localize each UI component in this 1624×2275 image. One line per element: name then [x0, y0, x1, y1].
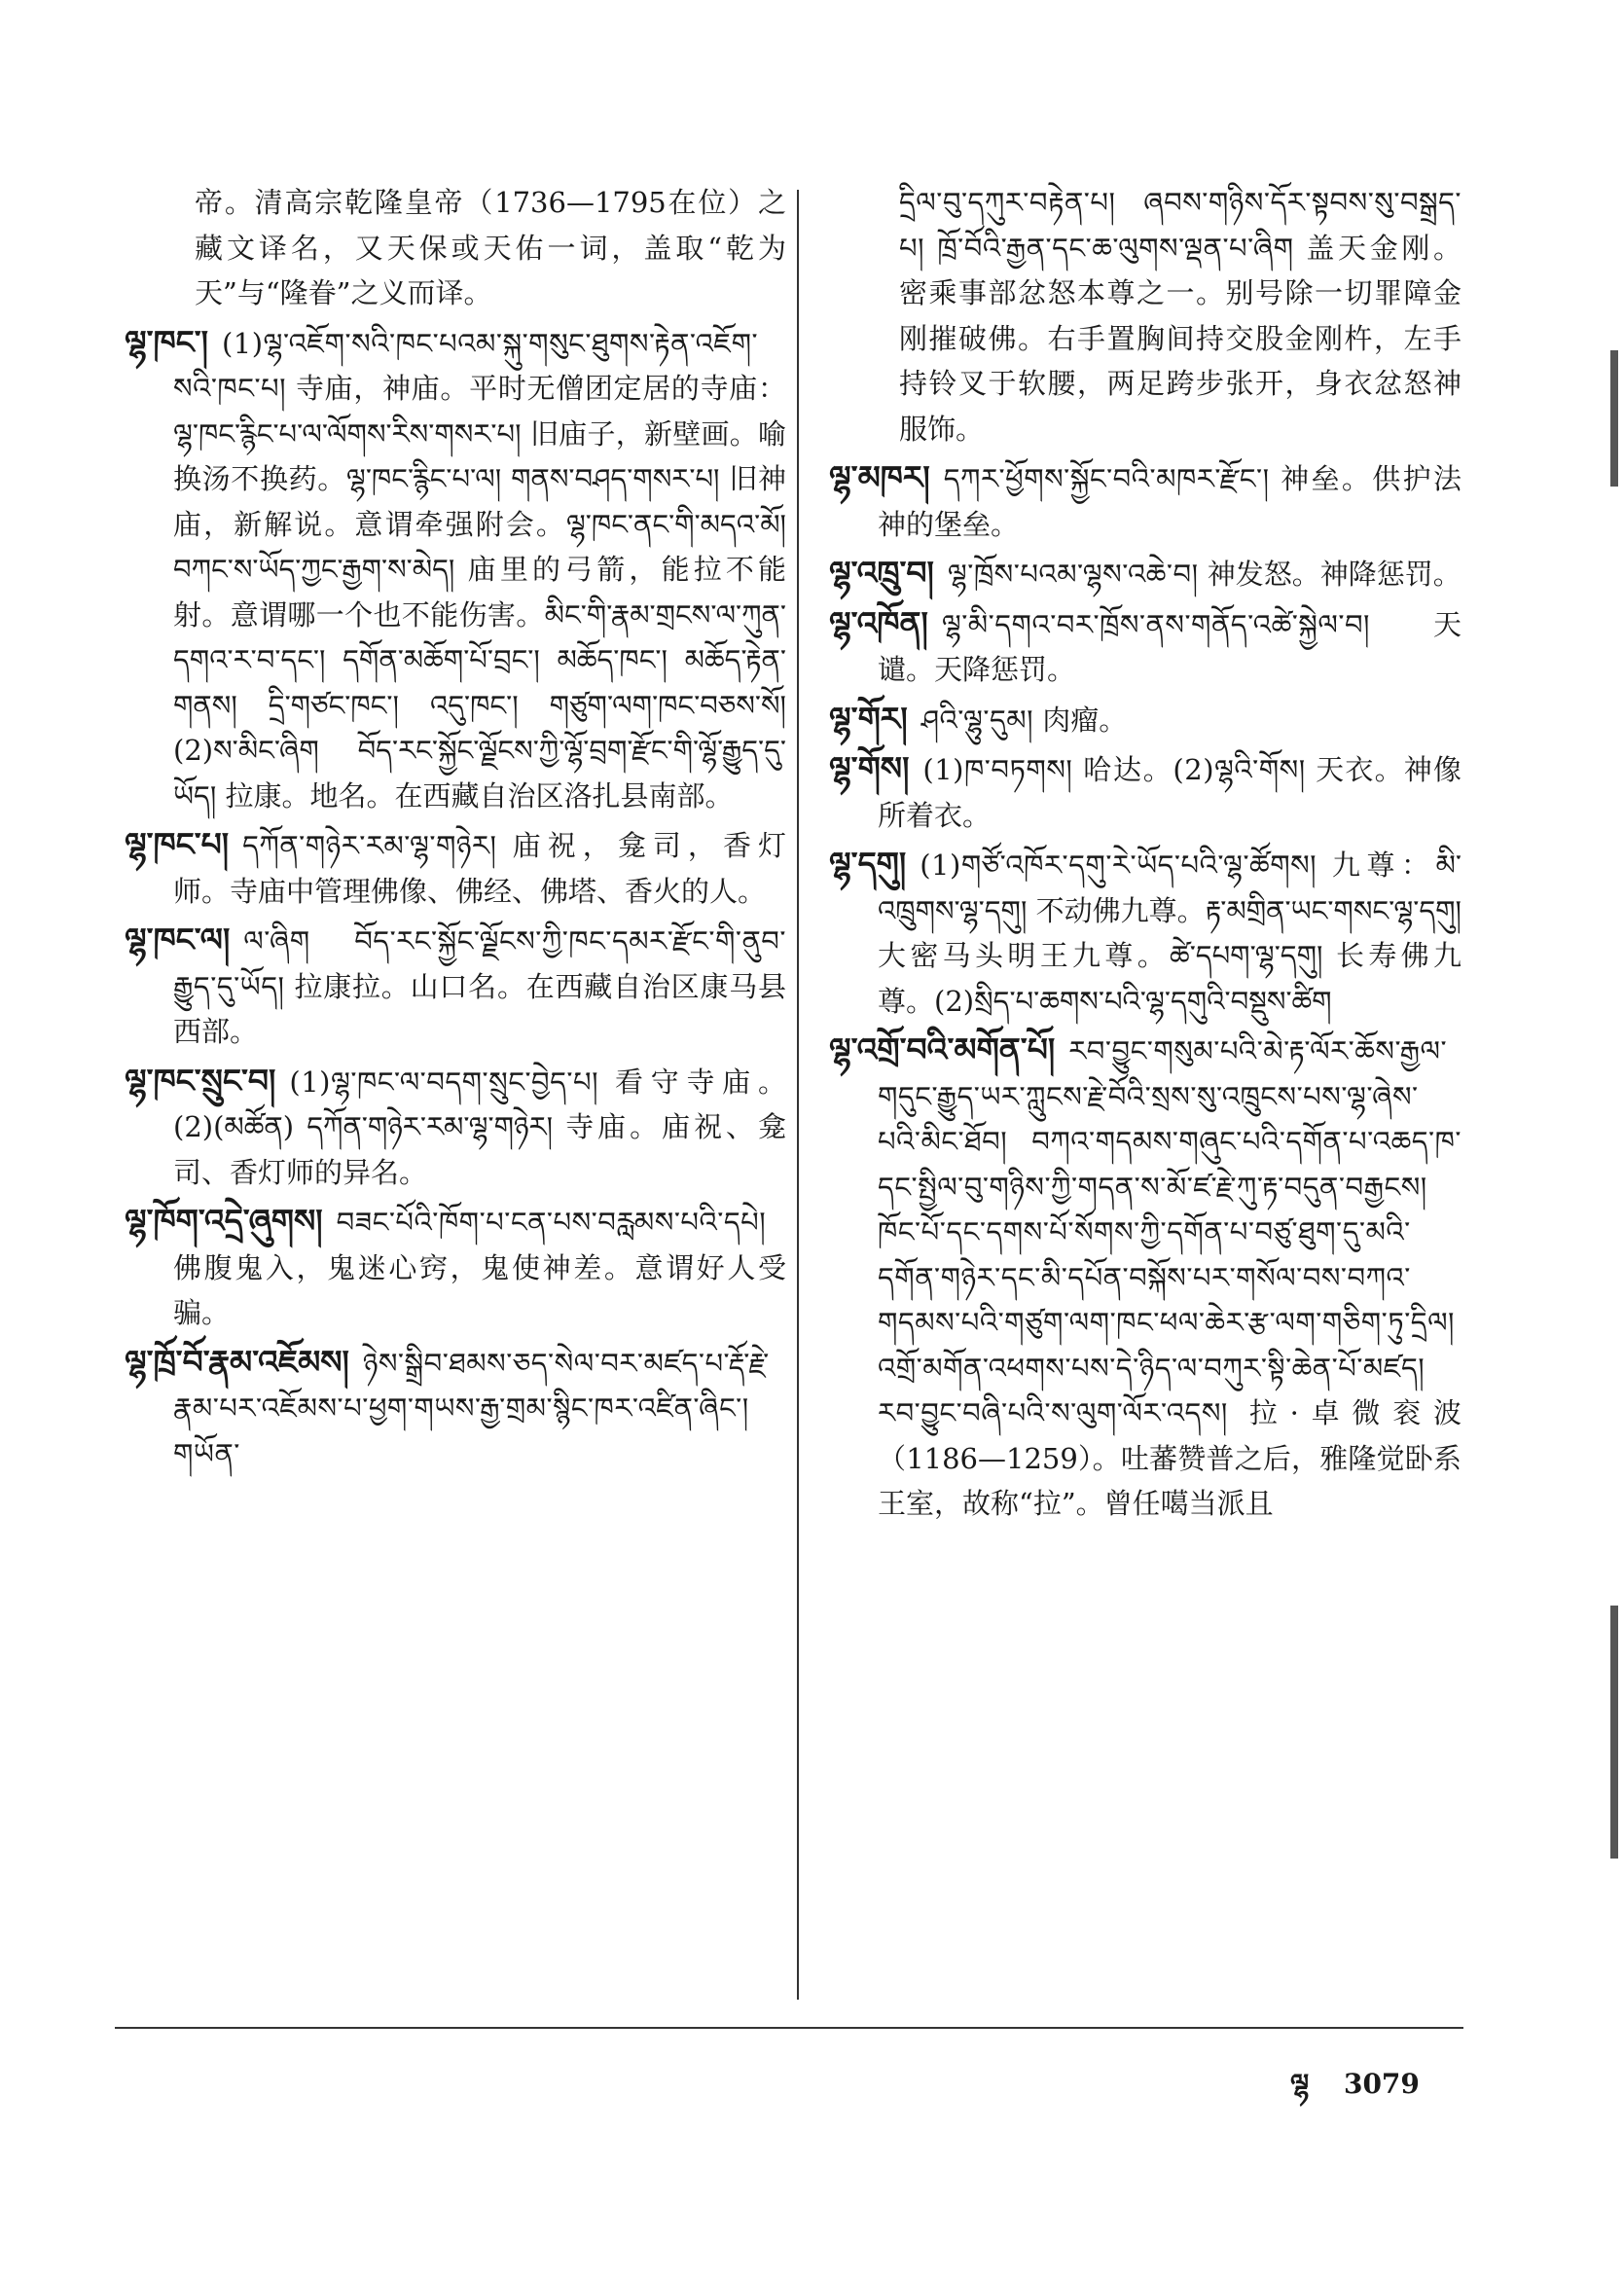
right-column — [829, 180, 1462, 1531]
entry-chinese-definition: 肉瘤。 — [1042, 703, 1128, 737]
entry-chinese-definition: 九尊：མི་འཁྲུགས་ལྷ་དགུ། 不动佛九尊。རྟ་མགྲིན་ཡང་གསང་ལྷ་དགུ། 大密马头明王九尊。ཚེ་དཔག་ལྷ་དགུ། 长寿佛九尊。(2)སྲིད་པ་ཆགས་པའི་ལྷ་དགུའི་བསྡུས་ཚིག — [878, 849, 1462, 1018]
entry-chinese-definition: 庙祝，龛司，香灯师。寺庙中管理佛像、佛经、佛塔、香火的人。 — [173, 829, 786, 908]
entry-chinese-definition: 盖天金刚。密乘事部忿怒本尊之一。别号除一切罪障金刚摧破佛。右手置胸间持交股金刚杵，左手持铃叉于软腰，两足跨步张开，身衣忿怒神服饰。 — [899, 231, 1462, 446]
dictionary-entry — [829, 455, 1462, 547]
margin-mark — [1610, 350, 1618, 487]
entry-headword: ལྷ་ཁང་པ། — [125, 825, 230, 863]
entry-headword: ལྷ་ཁང་། — [125, 322, 208, 361]
dictionary-entry — [125, 822, 786, 914]
entry-headword: ལྷ་འཁོན། — [829, 603, 928, 642]
entry-chinese-definition: 神发怒。神降惩罚。 — [1207, 558, 1462, 591]
dictionary-entry — [829, 601, 1462, 693]
dictionary-entry — [829, 551, 1462, 597]
entry-chinese-definition: 天衣。神像所着衣。 — [878, 753, 1462, 832]
entry-headword: ལྷ་དགུ། — [829, 845, 907, 883]
entry-headword: ལྷ་ཁང་སྲུང་བ། — [125, 1061, 276, 1100]
entry-tibetan-definition: ཉེས་སྒྲིབ་ཐམས་ཅད་སེལ་བར་མཛད་པ་རྡོ་རྗེ་རྣམ་པར་འཇོམས་པ་ཕྱག་གཡས་རྒྱ་གྲམ་སྙིང་ཁར་འཛིན་ཞིང་། གཡོན་ — [173, 1346, 770, 1470]
entry-tibetan-definition: དྲིལ་བུ་དཀུར་བརྟེན་པ། ཞབས་གཉིས་དོར་སྟབས་སུ་བསྒྲད་པ། ཁྲོ་བོའི་རྒྱན་དང་ཆ་ལུགས་ལྡན་པ་ཞིག — [899, 186, 1462, 265]
entry-chinese-definition: 帝。清高宗乾隆皇帝（1736—1795在位）之藏文译名，又天保或天佑一词，盖取“乾为天”与“隆眷”之义而译。 — [195, 186, 786, 309]
entry-headword: ལྷ་གོས། — [829, 749, 910, 787]
entry-chinese-definition: 天谴。天降惩罚。 — [878, 607, 1462, 686]
dictionary-entry — [125, 1059, 786, 1196]
dictionary-entry — [829, 697, 1462, 743]
entry-headword: ལྷ་ཁང་ལ། — [125, 921, 231, 958]
entry-tibetan-definition: (1)གཙོ་འཁོར་དགུ་རེ་ཡོད་པའི་ལྷ་ཚོགས། — [920, 849, 1317, 882]
entry-chinese-definition: 寺庙，神庙。平时无僧团定居的寺庙：ལྷ་ཁང་རྙིང་པ་ལ་ལོགས་རིས་གསར་པ། 旧庙子，新壁画。喻换汤不换药。ལྷ་ཁང་རྙིང་པ་ལ། གནས་བཤད་གསར་པ། 旧神庙，新解说。意谓牵强附会。ལྷ་ཁང་ནང་གི་མདའ་མོ། བཀང་ས་ཡོད་ཀྱང་རྒྱག་ས་མེད། 庙里的弓箭，能拉不能射。意谓哪一个也不能伤害。མིང་གི་རྣམ་གྲངས་ལ་ཀུན་དགའ་ར་བ་དང་། དགོན་མཆོག་པོ་བྲང་། མཆོད་ཁང་། མཆོད་རྟེན་གནས། དྲི་གཙང་ཁང་། འདུ་ཁང་། གཙུག་ལག་ཁང་བཅས་སོ། (2)ས་མིང་ཞིག བོད་རང་སྐྱོང་ལྗོངས་ཀྱི་ལྷོ་བྲག་རྫོང་གི་ལྷོ་རྒྱུད་དུ་ཡོད། 拉康。地名。在西藏自治区洛扎县南部。 — [173, 372, 786, 812]
entry-tibetan-definition: བཟང་པོའི་ཁོག་པ་ངན་པས་བརླམས་པའི་དཔེ། — [336, 1206, 767, 1239]
entry-headword: ལྷ་འགྲོ་བའི་མགོན་པོ། — [829, 1030, 1056, 1068]
entry-tibetan-definition: ལྷ་ཁྲོས་པའམ་ལྷས་འཆེ་བ། — [947, 558, 1199, 591]
running-head: ལྷ — [1290, 2068, 1310, 2100]
entry-tibetan-definition: (1)ལྷ་འཇོག་སའི་ཁང་པའམ་སྐུ་གསུང་ཐུགས་རྟེན་འཇོག་སའི་ཁང་པ། — [173, 326, 759, 405]
page-number: 3079 — [1343, 2068, 1420, 2100]
entry-chinese-definition: 拉康拉。山口名。在西藏自治区康马县西部。 — [173, 969, 786, 1048]
entry-tibetan-definition: ཤའི་ལྷུ་དུམ། — [920, 703, 1034, 737]
entry-headword: ལྷ་གོར། — [829, 699, 908, 738]
dictionary-entry — [829, 842, 1462, 1024]
entry-chinese-definition: 神垒。供护法神的堡垒。 — [878, 462, 1462, 541]
entry-tibetan-definition: (1)ལྷ་ཁང་ལ་བདག་སྲུང་བྱེད་པ། — [289, 1065, 599, 1099]
dictionary-entry — [125, 1340, 786, 1477]
entry-tibetan-definition: ལ་ཞིག བོད་རང་སྐྱོང་ལྗོངས་ཀྱི་ཁང་དམར་རྫོང་གི་ནུབ་རྒྱུད་དུ་ཡོད། — [173, 924, 786, 1003]
dictionary-entry — [125, 180, 786, 316]
dictionary-entry — [125, 918, 786, 1055]
entry-headword: ལྷ་ཁོག་འདྲེ་ཞུགས། — [125, 1202, 323, 1240]
dictionary-entry — [829, 180, 1462, 451]
dictionary-entry — [829, 746, 1462, 838]
entry-tibetan-definition: རབ་བྱུང་གསུམ་པའི་མེ་རྟ་ལོར་ཆོས་རྒྱལ་གདུང་རྒྱུད་ཡར་ཀླུངས་རྗེ་བོའི་སྲས་སུ་འཁྲུངས་པས་ལྷ་ཞེས་པའི་མིང་ཐོབ། བཀའ་གདམས་གཞུང་པའི་དགོན་པ་འཆད་ཁ་དང་སྤྱིལ་བུ་གཉིས་ཀྱི་གདན་ས་མོ་ཛ་རྗེ་ཀུ་རྟ་བདུན་བརྒྱངས། ཁོང་པོ་དང་དགས་པོ་སོགས་ཀྱི་དགོན་པ་བཙུ་ཐུག་དུ་མའི་དགོན་གཉེར་དང་མི་དཔོན་བསྐོས་པར་གསོལ་བས་བཀའ་གདམས་པའི་གཙུག་ལག་ཁང་ཕལ་ཆེར་རྩ་ལག་གཅིག་ཏུ་དྲིལ། འགྲོ་མགོན་འཕགས་པས་དེ་ཉིད་ལ་བཀུར་སྟི་ཆེན་པོ་མཛད། རབ་བྱུང་བཞི་པའི་ས་ལུག་ལོར་འདས། — [878, 1034, 1462, 1429]
entry-tibetan-definition: ལྷ་མི་དགའ་བར་ཁྲོས་ནས་གནོད་འཚེ་སྐྱེལ་བ། — [941, 607, 1370, 641]
footer-rule — [115, 2027, 1463, 2029]
entry-tibetan-definition: (1)ཁ་བཏགས། 哈达。(2)ལྷའི་གོས། — [922, 753, 1306, 786]
entry-tibetan-definition: དཀར་ཕྱོགས་སྐྱོང་བའི་མཁར་རྫོང་། — [943, 462, 1270, 495]
column-divider — [797, 190, 799, 2000]
page-footer — [1265, 2053, 1420, 2130]
entry-chinese-definition: 拉·卓微衮波（1186—1259）。吐蕃赞普之后，雅隆觉卧系王室，故称“拉”。曾任噶当派且 — [878, 1396, 1462, 1520]
dictionary-entry — [829, 1028, 1462, 1527]
entry-headword: ལྷ་མཁར། — [829, 458, 930, 496]
entry-chinese-definition: 佛腹鬼入，鬼迷心窍，鬼使神差。意谓好人受骗。 — [173, 1250, 786, 1329]
dictionary-entry — [125, 1199, 786, 1336]
entry-tibetan-definition: དཀོན་གཉེར་རམ་ལྷ་གཉེར། — [242, 829, 497, 862]
entry-headword: ལྷ་འཁྲུ་བ། — [829, 554, 934, 592]
entry-chinese-definition: 看守寺庙。(2)(མཚོན) དཀོན་གཉེར་རམ་ལྷ་གཉེར། 寺庙。庙祝、龛司、香灯师的异名。 — [173, 1065, 786, 1189]
left-column — [125, 180, 786, 1480]
entry-headword: ལྷ་ཁྲོ་བོ་རྣམ་འཇོམས། — [125, 1342, 349, 1381]
margin-mark — [1610, 1606, 1618, 1859]
dictionary-entry — [125, 320, 786, 819]
